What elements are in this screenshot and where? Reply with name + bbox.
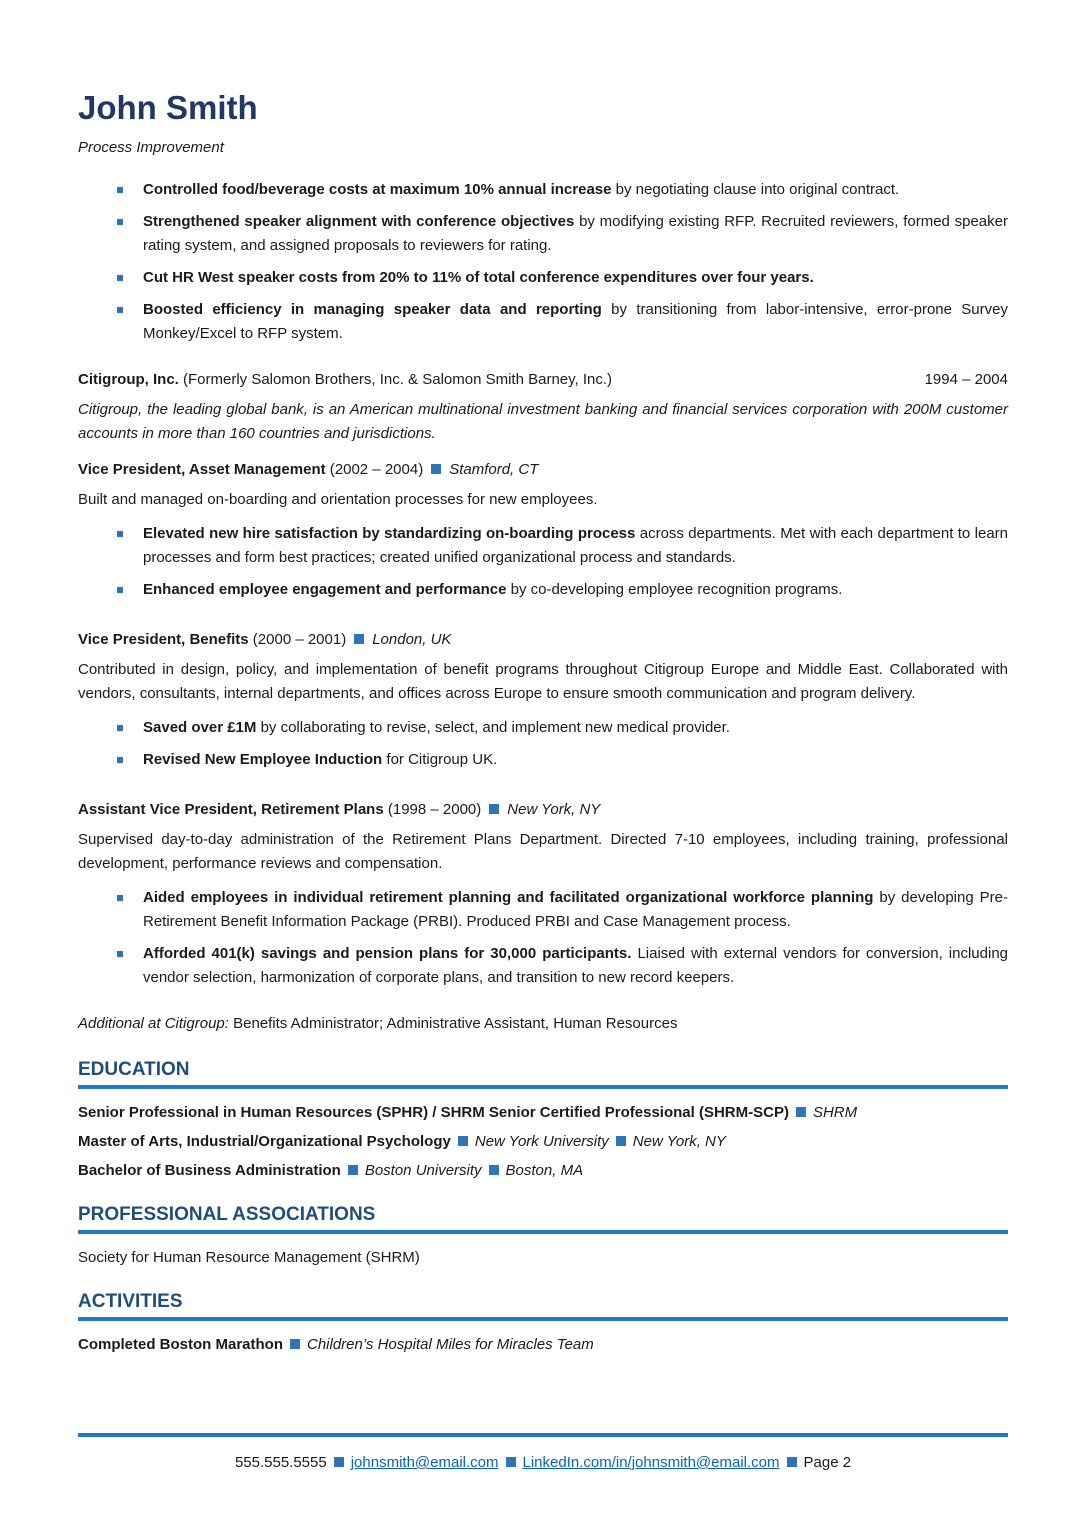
bullet-bold: Controlled food/beverage costs at maximum 10% annual increase: [143, 181, 612, 198]
bullet-bold: Afforded 401(k) savings and pension plans for 30,000 participants.: [143, 945, 632, 962]
institution: New York University: [474, 1133, 609, 1150]
bullet-bold: Boosted efficiency in managing speaker data and reporting: [143, 301, 602, 318]
bullet-text: by co-developing employee recognition programs.: [506, 581, 843, 598]
role-bullet-list: [78, 886, 1008, 990]
role-bullet-list: [78, 522, 1008, 602]
footer-phone: 555.555.5555: [234, 1454, 327, 1471]
role-title: Vice President, Benefits: [78, 631, 249, 648]
bullet-square-icon: [117, 951, 123, 957]
bullet-bold: Revised New Employee Induction: [143, 751, 383, 768]
company-name: Citigroup, Inc.: [78, 371, 179, 388]
bullet-text: by modifying existing RFP. Recruited reviewers, formed speaker rating system, and assigned proposals to reviewers for rating.: [143, 213, 1008, 254]
square-separator-icon: [506, 1457, 516, 1467]
additional-label: Additional at Citigroup:: [78, 1015, 229, 1032]
bullet-item: [78, 886, 1008, 934]
role-dates: (2002 – 2004): [325, 461, 424, 478]
role-location: London, UK: [372, 631, 452, 648]
education-item: [78, 1101, 1008, 1125]
square-separator-icon: [458, 1136, 468, 1146]
bullet-text: by collaborating to revise, select, and implement new medical provider.: [256, 719, 730, 736]
page-title: John Smith: [78, 89, 258, 126]
bullet-item: [78, 716, 1008, 740]
bullet-square-icon: [117, 725, 123, 731]
company-name-line: [78, 368, 612, 392]
role-heading: [78, 628, 1008, 652]
square-separator-icon: [290, 1339, 300, 1349]
section-heading-activities: ACTIVITIES: [78, 1292, 1008, 1321]
bullet-square-icon: [117, 757, 123, 763]
degree: Master of Arts, Industrial/Organizational Psychology: [78, 1133, 451, 1150]
education-list: [78, 1101, 1008, 1183]
activity-bold: Completed Boston Marathon: [78, 1336, 283, 1353]
activity-item: [78, 1333, 1008, 1357]
bullet-square-icon: [117, 187, 123, 193]
company-description: Citigroup, the leading global bank, is an American multinational investment banking and financial services corporation with 200M customer accounts in more than 160 countries and jurisdictions.: [78, 401, 1008, 442]
company-header: [78, 368, 1008, 392]
bullet-item: [78, 942, 1008, 990]
institution: Boston University: [364, 1162, 482, 1179]
square-separator-icon: [489, 804, 499, 814]
bullet-bold: Saved over £1M: [143, 719, 257, 736]
footer-page-number: Page 2: [803, 1454, 852, 1471]
bullet-square-icon: [117, 275, 123, 281]
square-separator-icon: [787, 1457, 797, 1467]
role-summary: Supervised day-to-day administration of the Retirement Plans Department. Directed 7-10 employees, including training, professional development, performance reviews and compensation.: [78, 831, 1008, 872]
company-dates: 1994 – 2004: [924, 371, 1008, 388]
bullet-item: [78, 748, 1008, 772]
bullet-square-icon: [117, 895, 123, 901]
footer-linkedin-link[interactable]: LinkedIn.com/in/johnsmith@email.com: [522, 1454, 780, 1471]
bullet-text: by transitioning from labor-intensive, error-prone Survey Monkey/Excel to RFP system.: [143, 301, 1008, 342]
education-item: [78, 1159, 1008, 1183]
association-item: Society for Human Resource Management (SHRM): [78, 1249, 420, 1266]
bullet-item: [78, 178, 1008, 202]
role-heading: [78, 798, 1008, 822]
square-separator-icon: [431, 464, 441, 474]
bullet-square-icon: [117, 219, 123, 225]
bullet-bold: Elevated new hire satisfaction by standardizing on-boarding process: [143, 525, 636, 542]
institution: SHRM: [812, 1104, 858, 1121]
role-dates: (2000 – 2001): [248, 631, 347, 648]
bullet-square-icon: [117, 531, 123, 537]
bullet-square-icon: [117, 307, 123, 313]
bullet-text: by developing Pre-Retirement Benefit Information Package (PRBI). Produced PRBI and Case Management process.: [143, 889, 1008, 930]
role-heading: [78, 458, 1008, 482]
additional-line: [78, 1012, 1008, 1036]
square-separator-icon: [354, 634, 364, 644]
page-footer: [78, 1433, 1008, 1475]
square-separator-icon: [489, 1165, 499, 1175]
square-separator-icon: [616, 1136, 626, 1146]
degree: Bachelor of Business Administration: [78, 1162, 341, 1179]
square-separator-icon: [334, 1457, 344, 1467]
company-former-names: (Formerly Salomon Brothers, Inc. & Salomon Smith Barney, Inc.): [178, 371, 613, 388]
footer-email-link[interactable]: johnsmith@email.com: [350, 1454, 499, 1471]
institution-location: Boston, MA: [505, 1162, 584, 1179]
bullet-text: for Citigroup UK.: [382, 751, 498, 768]
bullet-bold: Cut HR West speaker costs from 20% to 11% of total conference expenditures over four years.: [143, 269, 814, 286]
bullet-bold: Enhanced employee engagement and performance: [143, 581, 507, 598]
bullet-item: [78, 210, 1008, 258]
square-separator-icon: [348, 1165, 358, 1175]
degree: Senior Professional in Human Resources (SPHR) / SHRM Senior Certified Professional (SHRM-SCP): [78, 1104, 789, 1121]
bullet-bold: Aided employees in individual retirement planning and facilitated organizational workforce planning: [143, 889, 874, 906]
section-heading-education: EDUCATION: [78, 1060, 1008, 1089]
square-separator-icon: [796, 1107, 806, 1117]
tagline: Process Improvement: [78, 139, 224, 156]
role-dates: (1998 – 2000): [383, 801, 482, 818]
role-title: Vice President, Asset Management: [78, 461, 326, 478]
bullet-text: Liaised with external vendors for conversion, including vendor selection, harmonization of corporate plans, and transition to new record keepers.: [143, 945, 1009, 986]
section-heading-associations: PROFESSIONAL ASSOCIATIONS: [78, 1205, 1008, 1234]
role-location: New York, NY: [507, 801, 601, 818]
role-bullet-list: [78, 716, 1008, 772]
role-summary: Contributed in design, policy, and implementation of benefit programs throughout Citigroup Europe and Middle East. Collaborated with vendors, consultants, internal departments, and offices across Europe to ensure smooth communication and program delivery.: [78, 661, 1008, 702]
additional-text: Benefits Administrator; Administrative Assistant, Human Resources: [228, 1015, 678, 1032]
role-title: Assistant Vice President, Retirement Plans: [78, 801, 384, 818]
bullet-item: [78, 522, 1008, 570]
bullet-item: [78, 266, 1008, 290]
bullet-bold: Strengthened speaker alignment with conference objectives: [143, 213, 575, 230]
role-location: Stamford, CT: [449, 461, 539, 478]
education-item: [78, 1130, 1008, 1154]
institution-location: New York, NY: [632, 1133, 726, 1150]
bullet-item: [78, 578, 1008, 602]
bullet-square-icon: [117, 587, 123, 593]
bullet-item: [78, 298, 1008, 346]
bullet-text: by negotiating clause into original contract.: [611, 181, 900, 198]
process-bullet-list: [78, 178, 1008, 346]
activity-detail: Children’s Hospital Miles for Miracles Team: [307, 1336, 594, 1353]
role-summary: Built and managed on-boarding and orientation processes for new employees.: [78, 491, 598, 508]
bullet-text: across departments. Met with each department to learn processes and form best practices; created unified organizational process and standards.: [143, 525, 1008, 566]
